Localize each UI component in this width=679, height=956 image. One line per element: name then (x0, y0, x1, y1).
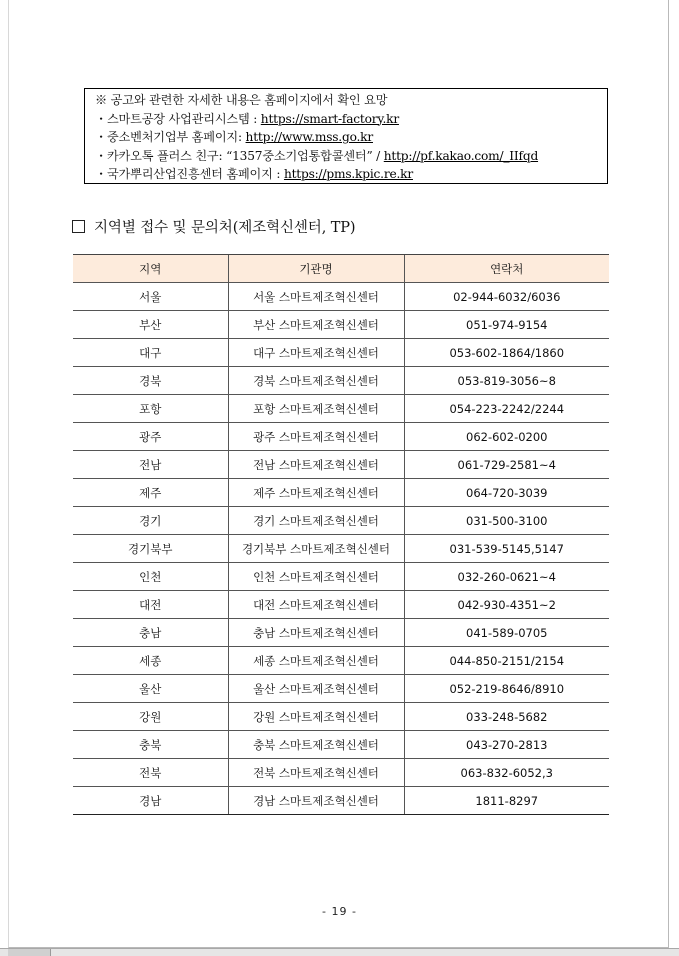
cell-region: 포항 (73, 395, 228, 423)
cell-institution: 경기 스마트제조혁신센터 (228, 507, 404, 535)
mss-link[interactable]: http://www.mss.go.kr (245, 130, 373, 144)
cell-institution: 충남 스마트제조혁신센터 (228, 619, 404, 647)
cell-contact: 051-974-9154 (404, 311, 609, 339)
cell-contact: 033-248-5682 (404, 703, 609, 731)
cell-institution: 대전 스마트제조혁신센터 (228, 591, 404, 619)
cell-institution: 포항 스마트제조혁신센터 (228, 395, 404, 423)
cell-institution: 세종 스마트제조혁신센터 (228, 647, 404, 675)
kpic-link[interactable]: https://pms.kpic.re.kr (283, 167, 413, 181)
cell-contact: 032-260-0621~4 (404, 563, 609, 591)
notice-label: ・카카오톡 플러스 친구: “1357중소기업통합콜센터” / (95, 148, 384, 163)
cell-institution: 울산 스마트제조혁신센터 (228, 675, 404, 703)
table-row (73, 339, 609, 367)
section-heading (72, 216, 356, 237)
kakao-link[interactable]: http://pf.kakao.com/_IIfqd (383, 148, 539, 163)
cell-region: 충북 (73, 731, 228, 759)
notice-line-mss (95, 128, 607, 147)
cell-contact: 044-850-2151/2154 (404, 647, 609, 675)
table-row (73, 479, 609, 507)
header-institution: 기관명 (228, 255, 404, 283)
cell-region: 서울 (73, 283, 228, 311)
cell-region: 전남 (73, 451, 228, 479)
table-row (73, 731, 609, 759)
notice-label: ・국가뿌리산업진흥센터 홈페이지 : (95, 167, 284, 181)
cell-region: 대전 (73, 591, 228, 619)
checkbox-square-icon (72, 220, 85, 233)
table-row (73, 367, 609, 395)
cell-contact: 031-539-5145,5147 (404, 535, 609, 563)
notice-line-kakao (95, 147, 607, 166)
cell-contact: 043-270-2813 (404, 731, 609, 759)
cell-region: 세종 (73, 647, 228, 675)
cell-institution: 강원 스마트제조혁신센터 (228, 703, 404, 731)
table-row (73, 451, 609, 479)
cell-institution: 전남 스마트제조혁신센터 (228, 451, 404, 479)
header-contact: 연락처 (404, 255, 609, 283)
cell-contact: 031-500-3100 (404, 507, 609, 535)
cell-contact: 061-729-2581~4 (404, 451, 609, 479)
table-row (73, 703, 609, 731)
cell-region: 제주 (73, 479, 228, 507)
cell-contact: 02-944-6032/6036 (404, 283, 609, 311)
table-row (73, 283, 609, 311)
table-row (73, 423, 609, 451)
cell-institution: 전북 스마트제조혁신센터 (228, 759, 404, 787)
cell-institution: 경북 스마트제조혁신센터 (228, 367, 404, 395)
cell-contact: 041-589-0705 (404, 619, 609, 647)
cell-region: 경남 (73, 787, 228, 815)
cell-institution: 경남 스마트제조혁신센터 (228, 787, 404, 815)
cell-contact: 062-602-0200 (404, 423, 609, 451)
cell-region: 부산 (73, 311, 228, 339)
cell-contact: 063-832-6052,3 (404, 759, 609, 787)
table-row (73, 759, 609, 787)
table-row (73, 507, 609, 535)
table-header-row (73, 255, 609, 283)
cell-institution: 경기북부 스마트제조혁신센터 (228, 535, 404, 563)
table-row (73, 535, 609, 563)
cell-region: 광주 (73, 423, 228, 451)
contacts-table (73, 254, 609, 815)
cell-institution: 충북 스마트제조혁신센터 (228, 731, 404, 759)
smart-factory-link[interactable]: https://smart-factory.kr (260, 111, 399, 126)
cell-contact: 054-223-2242/2244 (404, 395, 609, 423)
cell-contact: 1811-8297 (404, 787, 609, 815)
table-row (73, 311, 609, 339)
cell-institution: 서울 스마트제조혁신센터 (228, 283, 404, 311)
cell-region: 대구 (73, 339, 228, 367)
cell-institution: 대구 스마트제조혁신센터 (228, 339, 404, 367)
cell-region: 충남 (73, 619, 228, 647)
cell-contact: 053-602-1864/1860 (404, 339, 609, 367)
cell-institution: 부산 스마트제조혁신센터 (228, 311, 404, 339)
table-row (73, 563, 609, 591)
cell-region: 전북 (73, 759, 228, 787)
cell-contact: 064-720-3039 (404, 479, 609, 507)
cell-contact: 053-819-3056~8 (404, 367, 609, 395)
cell-region: 강원 (73, 703, 228, 731)
cell-region: 경기 (73, 507, 228, 535)
notice-line-kpic (95, 165, 607, 184)
notice-box (84, 88, 608, 184)
cell-region: 인천 (73, 563, 228, 591)
notice-line-smart-factory (95, 110, 607, 129)
table-row (73, 675, 609, 703)
page-number: - 19 - (322, 905, 357, 918)
table-row (73, 787, 609, 815)
notice-text: ※ 공고와 관련한 자세한 내용은 홈페이지에서 확인 요망 (95, 93, 388, 107)
notice-label: ・스마트공장 사업관리시스템 : (95, 111, 261, 126)
table-row (73, 619, 609, 647)
notice-label: ・중소벤처기업부 홈페이지: (95, 130, 246, 144)
cell-contact: 042-930-4351~2 (404, 591, 609, 619)
cell-contact: 052-219-8646/8910 (404, 675, 609, 703)
notice-line-heading (95, 91, 607, 110)
cell-region: 경기북부 (73, 535, 228, 563)
cell-region: 경북 (73, 367, 228, 395)
cell-institution: 제주 스마트제조혁신센터 (228, 479, 404, 507)
table-row (73, 395, 609, 423)
table-row (73, 647, 609, 675)
cell-institution: 광주 스마트제조혁신센터 (228, 423, 404, 451)
cell-region: 울산 (73, 675, 228, 703)
cell-institution: 인천 스마트제조혁신센터 (228, 563, 404, 591)
header-region: 지역 (73, 255, 228, 283)
section-heading-text: 지역별 접수 및 문의처(제조혁신센터, TP) (94, 220, 356, 236)
table-row (73, 591, 609, 619)
